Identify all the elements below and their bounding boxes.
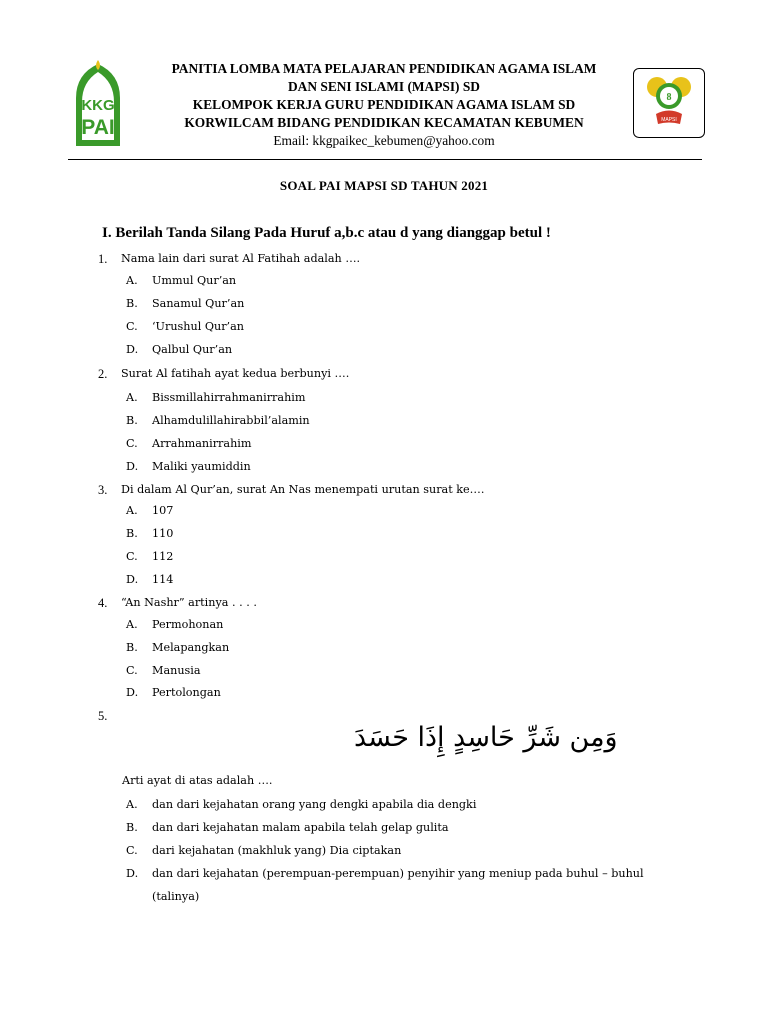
- option-label: B.: [126, 414, 138, 427]
- letterhead-line-1: PANITIA LOMBA MATA PELAJARAN PENDIDIKAN AGAMA ISLAM: [171, 61, 597, 76]
- mapsi-logo: [633, 68, 705, 138]
- option-text: Qalbul Qur’an: [152, 343, 233, 356]
- option-label: B.: [126, 527, 138, 540]
- option-label: D.: [126, 460, 139, 473]
- question-text: Di dalam Al Qur’an, surat An Nas menempati urutan surat ke….: [121, 483, 485, 496]
- letterhead-line-3: KELOMPOK KERJA GURU PENDIDIKAN AGAMA ISLAM SD: [192, 97, 576, 112]
- option-text: Alhamdulillahirabbil’alamin: [152, 414, 310, 427]
- option-label: C.: [126, 844, 138, 857]
- question-number: 2.: [98, 367, 108, 381]
- header-divider: [68, 159, 702, 160]
- option-text: dan dari kejahatan orang yang dengki apabila dia dengki: [152, 798, 477, 811]
- logo-left-text-top: KKG: [81, 97, 115, 114]
- option-text: 114: [152, 573, 174, 586]
- letterhead-email: Email: kkgpaikec_kebumen@yahoo.com: [273, 133, 495, 148]
- option-label: A.: [126, 274, 138, 287]
- kkg-pai-logo: [66, 58, 130, 150]
- option-text: Permohonan: [152, 618, 224, 631]
- option-label: C.: [126, 437, 138, 450]
- question-number: 1.: [98, 252, 108, 266]
- question-number: 4.: [98, 596, 108, 610]
- option-text: dan dari kejahatan malam apabila telah gelap gulita: [152, 821, 449, 834]
- question-text: Nama lain dari surat Al Fatihah adalah ….: [121, 252, 361, 265]
- option-label: A.: [126, 798, 138, 811]
- page-title: SOAL PAI MAPSI SD TAHUN 2021: [279, 178, 489, 193]
- option-label: C.: [126, 664, 138, 677]
- logo-right-text: MAPSI: [661, 117, 677, 123]
- option-text: 110: [152, 527, 174, 540]
- option-label: C.: [126, 320, 138, 333]
- option-text: Arrahmanirrahim: [152, 437, 252, 450]
- option-text: dan dari kejahatan (perempuan-perempuan) penyihir yang meniup pada buhul – buhul: [152, 867, 644, 880]
- option-label: C.: [126, 550, 138, 563]
- option-label: D.: [126, 686, 139, 699]
- option-label: A.: [126, 504, 138, 517]
- arabic-verse-image: [122, 710, 618, 760]
- question-number: 3.: [98, 483, 108, 497]
- option-text: ‘Urushul Qur’an: [152, 320, 244, 333]
- option-text: dari kejahatan (makhluk yang) Dia ciptakan: [152, 844, 402, 857]
- option-text: 107: [152, 504, 174, 517]
- option-text: 112: [152, 550, 174, 563]
- section-instruction: I. Berilah Tanda Silang Pada Huruf a,b.c atau d yang dianggap betul !: [102, 225, 551, 241]
- option-text: Sanamul Qur’an: [152, 297, 245, 310]
- option-label: A.: [126, 618, 138, 631]
- option-text: Manusia: [152, 664, 201, 677]
- question-text: “An Nashr” artinya . . . .: [121, 596, 257, 609]
- option-text: Pertolongan: [152, 686, 221, 699]
- option-label: D.: [126, 573, 139, 586]
- question-number: 5.: [98, 709, 108, 723]
- option-text: Maliki yaumiddin: [152, 460, 251, 473]
- option-text: (talinya): [152, 890, 200, 903]
- logo-left-text-bottom: PAI: [81, 116, 115, 139]
- letterhead-line-2: DAN SENI ISLAMI (MAPSI) SD: [288, 79, 480, 94]
- letterhead: [0, 0, 768, 160]
- letterhead-line-4: KORWILCAM BIDANG PENDIDIKAN KECAMATAN KEBUMEN: [184, 115, 584, 130]
- option-label: B.: [126, 821, 138, 834]
- option-text: Melapangkan: [152, 641, 230, 654]
- option-text: Bissmillahirrahmanirrahim: [152, 391, 306, 404]
- option-label: B.: [126, 297, 138, 310]
- option-label: D.: [126, 867, 139, 880]
- option-label: B.: [126, 641, 138, 654]
- arabic-verse: وَمِن شَرِّ حَاسِدٍ إِذَا حَسَدَ: [354, 722, 618, 753]
- option-text: Ummul Qur’an: [152, 274, 237, 287]
- letterhead-text: [132, 60, 636, 150]
- option-label: D.: [126, 343, 139, 356]
- question-text: Surat Al fatihah ayat kedua berbunyi ….: [121, 367, 350, 380]
- option-label: A.: [126, 391, 138, 404]
- svg-text:8: 8: [666, 92, 672, 103]
- question-text: Arti ayat di atas adalah ….: [122, 774, 273, 787]
